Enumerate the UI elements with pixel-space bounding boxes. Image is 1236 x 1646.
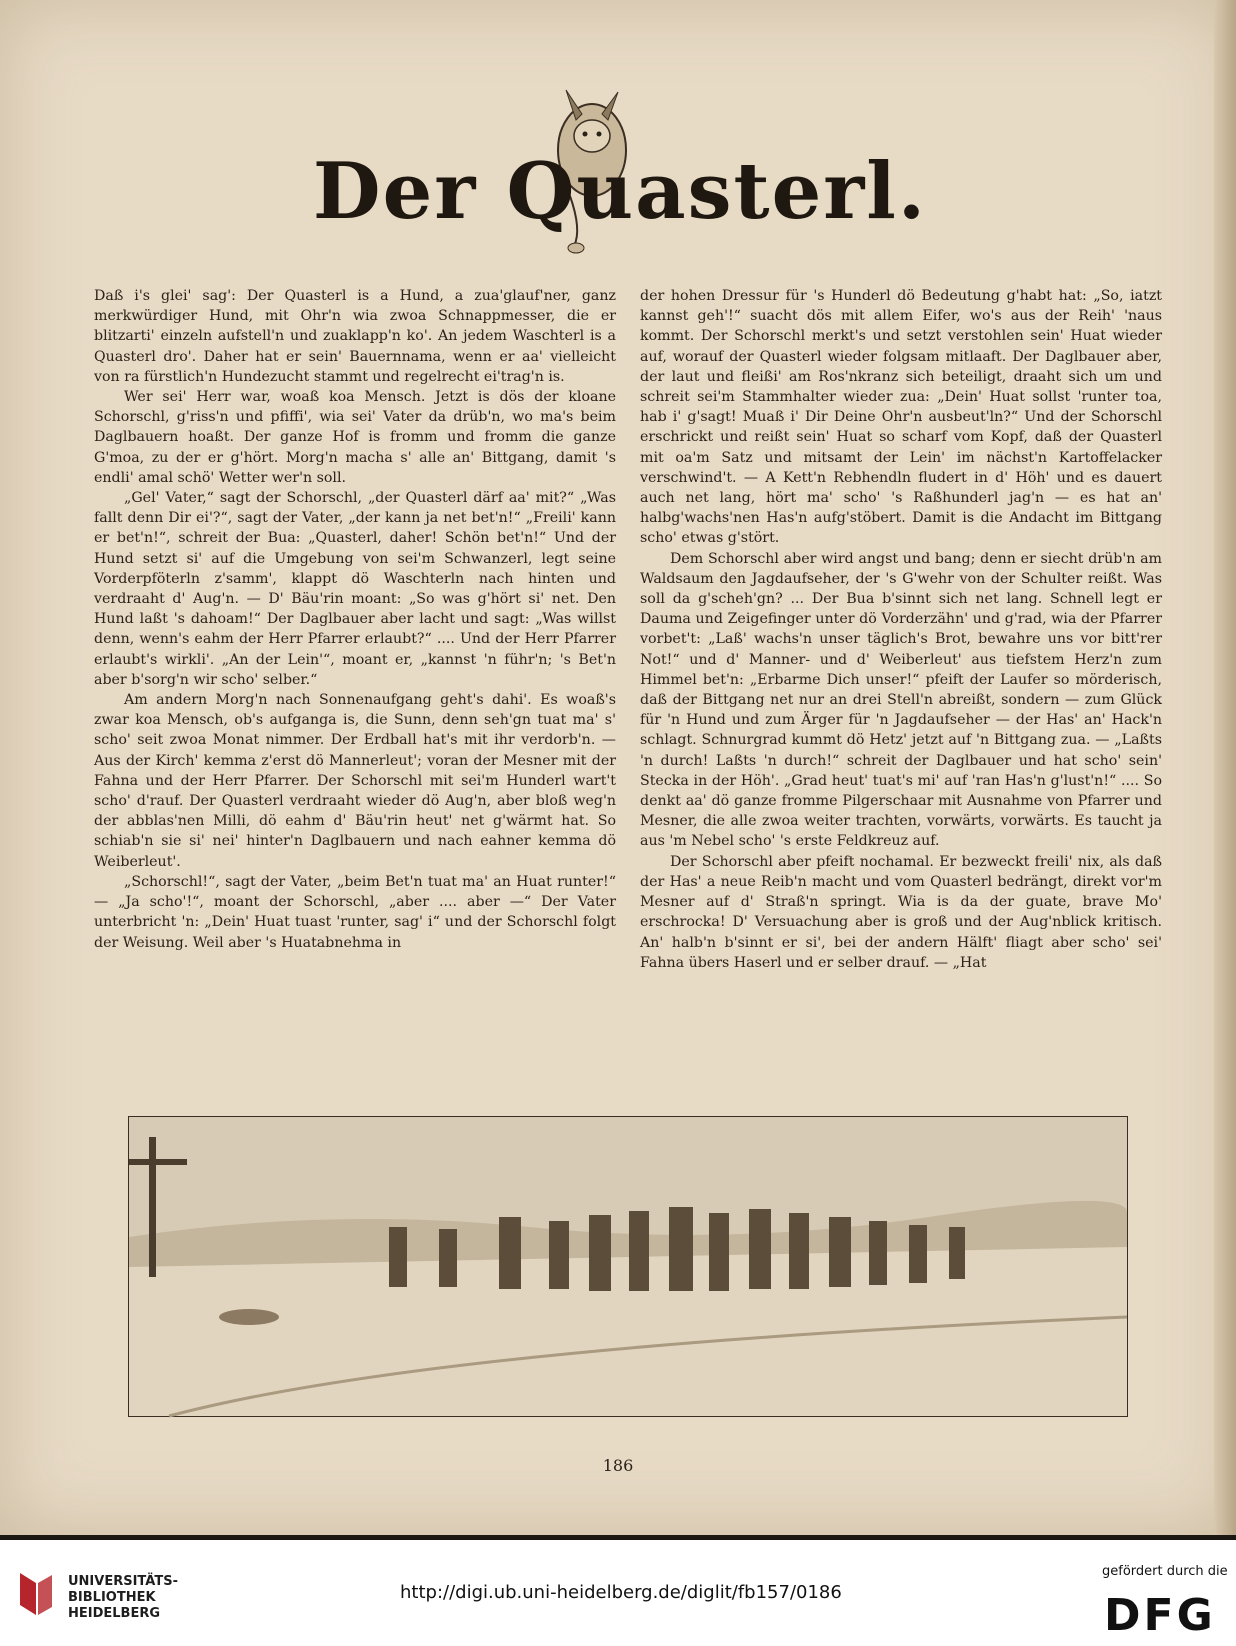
paragraph: „Schorschl!“, sagt der Vater, „beim Bet'n tuat ma' an Huat runter!“ — „Ja scho'!“, moant der Schorschl, „aber .... aber —“ Der Vater unterbricht 'n: „Dein' Huat tuast 'runter, sag' i“ und der Schorschl folgt der Weisung. Weil aber 's Huatabnehma in <box>94 873 616 951</box>
page-number: 186 <box>602 1456 634 1475</box>
document-url-link[interactable]: http://digi.ub.uni-heidelberg.de/diglit/fb157/0186 <box>400 1582 842 1603</box>
institution-line: BIBLIOTHEK <box>68 1590 156 1605</box>
paragraph: Am andern Morg'n nach Sonnenaufgang geht's dahi'. Es woaß's zwar koa Mensch, ob's aufganga is, die Sunn, denn seh'gn tuat ma' s' scho' seit zwoa Monat nimmer. Der Erdball hat's mit ihr verdorb'n. — Aus der Kirch' kemma z'erst dö Mannerleut'; voran der Mesner mit der Fahna und der Herr Pfarrer. Der Schorschl mit sei'm Hunderl wart't scho' d'rauf. Der Quasterl verdraaht wieder dö Aug'n, aber bloß weg'n der abblas'nen Milli, dö eahm d' Bäu'rin heut' net g'wärmt hat. So schiab'n sie si' nei' hinter'n Daglbauern und nach eahner kemma dö Weiberleut'. <box>94 692 616 870</box>
institution-line: HEIDELBERG <box>68 1606 161 1621</box>
institution-name[interactable] <box>68 1574 178 1622</box>
paragraph: Der Schorschl aber pfeift nochamal. Er bezweckt freili' nix, als daß der Has' a neue Reib'n macht und vom Quasterl bedrängt, direkt vor'm Mesner auf d' Straß'n springt. Wia is da der guate, brave Mo' erschrocka! D' Versuachung aber is groß und der Aug'nblick kritisch. An' halb'n b'sinnt er si', bei der andern Hälft' fliagt aber scho' sei' Fahna übers Haserl und er selber drauf. — „Hat <box>640 853 1162 971</box>
title-blackletter <box>312 70 928 270</box>
dfg-logo[interactable]: DFG <box>1104 1590 1216 1641</box>
viewer-footer <box>0 1540 1236 1646</box>
paragraph: „Gel' Vater,“ sagt der Schorschl, „der Quasterl därf aa' mit?“ „Was fallt denn Dir ei'?“, sagt der Vater, „der kann ja net bet'n!“ „Freili' kann er bet'n!“, schreit der Bua: „Quasterl, daher! Schön bet'n!“ Und der Hund setzt si' auf die Umgebung von sei'm Schwanzerl, legt seine Vorderpföterln z'samm', klappt dö Waschterln nach hinten und verdraaht d' Aug'n. — D' Bäu'rin moant: „So was g'hört si' net. Den Hund laßt 's dahoam!“ Der Daglbauer aber lacht und sagt: „Was willst denn, wenn's eahm der Herr Pfarrer erlaubt?“ .... Und der Herr Pfarrer erlaubt's wirkli'. „An der Lein'“, moant er, „kannst 'n führ'n; 's Bet'n aber b'sorg'n wir scho' selber.“ <box>94 490 616 688</box>
paragraph: Wer sei' Herr war, woaß koa Mensch. Jetzt is dös der kloane Schorschl, g'riss'n und pfiffi', wia sei' Vater da drüb'n, wo ma's beim Daglbauern hoaßt. Der ganze Hof is fromm und fromm die ganze G'moa, zu der er g'hört. Morg'n macha s' alle an' Bittgang, damit 's endli' amal schö' Wetter wer'n soll. <box>94 389 616 486</box>
text-column-right <box>640 286 1162 973</box>
procession-illustration <box>128 1116 1128 1417</box>
institution-line: UNIVERSITÄTS- <box>68 1574 178 1589</box>
paragraph: Dem Schorschl aber wird angst und bang; denn er siecht drüb'n am Waldsaum den Jagdaufseher, der 's G'wehr von der Schulter reißt. Was soll da g'scheh'gn? ... Der Bua b'sinnt sich net lang. Schnell legt er Dauma und Zeigefinger unter dö Vorderzähn' und g'rad, wia der Pfarrer vorbet't: „Laß' wachs'n unser täglich's Brot, bewahre uns vor bitt'rer Not!“ und d' Manner- und d' Weiberleut' aus tiefstem Herz'n zum Himmel bet'n: „Erbarme Dich unser!“ pfeift der Laufer so mörderisch, daß der Bittgang net nur an drei Stell'n abreißt, sondern — zum Glück für 'n Hund und zum Ärger für 'n Jagdaufseher — der Has' an' Hack'n schlagt. Schnurgrad kummt dö Hetz' jetzt auf 'n Bittgang zua. — „Laßts 'n durch! Laßts 'n durch!“ schreit der Daglbauer und hat scho' sein' Stecka in der Höh'. „Grad heut' tuat's mi' auf 'ran Has'n g'lust'n!“ .... So denkt aa' dö ganze fromme Pilgerschaar mit Ausnahme von Pfarrer und Mesner, die alle zwoa weiter trachten, vorwärts, vorwärts. Es taucht ja aus 'm Nebel scho' 's erste Feldkreuz auf. <box>640 550 1162 850</box>
university-library-logo-icon[interactable] <box>16 1569 56 1619</box>
page-edge <box>1214 0 1236 1535</box>
title-text: Der Quasterl. <box>312 146 928 237</box>
sponsor-text: gefördert durch die <box>1102 1564 1228 1579</box>
paragraph: der hohen Dressur für 's Hunderl dö Bedeutung g'habt hat: „So, iatzt kannst geh'!“ suacht dös mit allem Eifer, wo's aus der Reih' 'naus kommt. Der Schorschl merkt's und setzt verstohlen sein' Huat wieder auf, worauf der Quasterl wieder folgsam mitlaaft. Der Daglbauer aber, der laut und fleißi' am Ros'nkranz sich beteiligt, draaht sich um und schreit sei'm Stammhalter wieder zua: „Dein' Huat sollst 'runter toa, hab i' g'sagt! Muaß i' Dir Deine Ohr'n ausbeut'ln?“ Und der Schorschl erschrickt und reißt sein' Huat so scharf vom Kopf, daß der Quasterl mit oa'm Satz und mitsamt der Lein' im nächst'n Kartoffelacker verschwind't. — A Kett'n Rebhendln fludert in d' Höh' und es dauert auch net lang, hört ma' scho' 's Raßhunderl jag'n — es hat an' halbg'wachs'nen Has'n aufg'stöbert. Damit is die Andacht im Bittgang scho' etwas g'stört. <box>640 288 1162 547</box>
paragraph: Daß i's glei' sag': Der Quasterl is a Hund, a zua'glauf'ner, ganz merkwürdiger Hund, mit Ohr'n wia zwoa Schnappmesser, die er blitzarti' einzeln aufstell'n und zuaklapp'n ko'. An jedem Waschterl is a Quasterl dro'. Daher hat er sein' Bauernnama, wenn er aa' vielleicht von ra fürstlich'n Hundezucht stammt und regelrecht ei'trag'n is. <box>94 288 616 385</box>
text-column-left <box>94 286 616 953</box>
